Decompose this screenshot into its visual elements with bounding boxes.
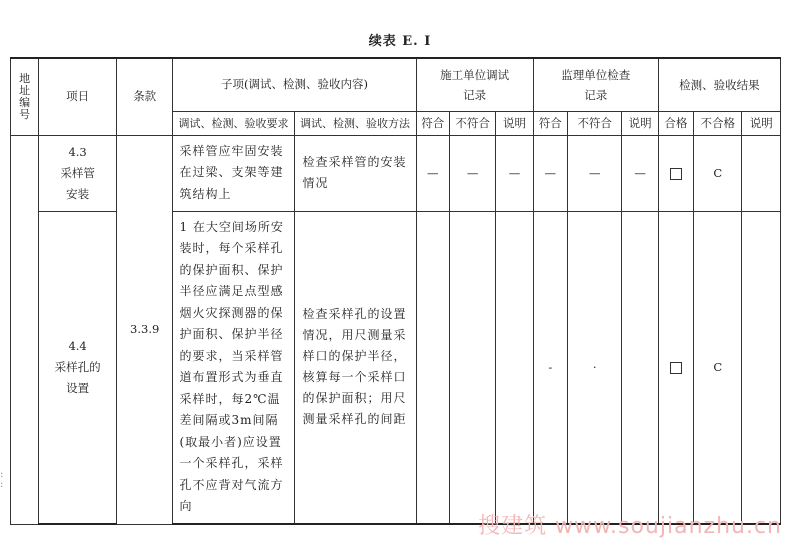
fail-cell: C — [694, 211, 742, 524]
header-sub-col: 说明 — [622, 111, 658, 135]
header-sub-col: 合格 — [658, 111, 693, 135]
header-sub-col: 不符合 — [449, 111, 495, 135]
header-inspection-result: 检测、验收结果 — [658, 58, 780, 111]
inspection-table — [10, 57, 781, 525]
record-cell — [622, 211, 658, 524]
header-supervision-record: 监理单位检查记录 — [533, 58, 658, 111]
method-cell: 检查采样孔的设置情况，用尺测量采样口的保护半径，核算每一个采样口的保护面积；用尺测量采样孔的间距 — [294, 211, 416, 524]
record-cell: — — [449, 135, 495, 211]
record-cell: - — [533, 211, 567, 524]
header-sub-col: 不符合 — [567, 111, 621, 135]
header-requirement: 调试、检测、验收要求 — [173, 111, 294, 135]
header-subitem: 子项(调试、检测、验收内容) — [173, 58, 416, 111]
header-sub-col: 说明 — [496, 111, 533, 135]
method-cell: 检查采样管的安装情况 — [294, 135, 416, 211]
pass-checkbox-cell — [658, 135, 693, 211]
item-cell: 4.3 采样管 安装 — [39, 135, 117, 211]
note-cell — [742, 135, 781, 211]
record-cell: — — [496, 135, 533, 211]
record-cell: — — [533, 135, 567, 211]
record-cell: — — [567, 135, 621, 211]
header-sub-col: 说明 — [742, 111, 781, 135]
header-address-code: 地址编号 — [11, 58, 39, 135]
address-code-cell — [11, 135, 39, 524]
note-cell — [742, 211, 781, 524]
watermark: 搜建筑 www.soujianzhu.cn — [478, 514, 782, 539]
requirement-cell: 采样管应牢固安装在过梁、支架等建筑结构上 — [173, 135, 294, 211]
header-item: 项日 — [39, 58, 117, 135]
header-sub-col: 不合格 — [694, 111, 742, 135]
record-cell — [496, 211, 533, 524]
record-cell: — — [622, 135, 658, 211]
record-cell — [449, 211, 495, 524]
item-cell: 4.4 采样孔的 设置 — [39, 211, 117, 524]
header-clause: 条款 — [116, 58, 173, 135]
requirement-cell: 1 在大空间场所安装时，每个采样孔的保护面积、保护半径应满足点型感烟火灾探测器的保护面积、保护半径的要求，当采样管道布置形式为垂直采样时，每2℃温差间隔或3m间隔(取最小者)应设置一个采样孔，采样孔不应背对气流方向 — [173, 211, 294, 524]
pass-checkbox-cell — [658, 211, 693, 524]
record-cell: · — [567, 211, 621, 524]
header-construction-record: 施工单位调试记录 — [416, 58, 533, 111]
clause-cell: 3.3.9 — [116, 135, 173, 524]
record-cell — [416, 211, 449, 524]
header-sub-col: 符合 — [416, 111, 449, 135]
checkbox — [670, 362, 682, 374]
fail-cell: C — [694, 135, 742, 211]
record-cell: — — [416, 135, 449, 211]
table-title: 续表 E. I — [368, 34, 432, 49]
header-method: 调试、检测、验收方法 — [294, 111, 416, 135]
header-sub-col: 符合 — [533, 111, 567, 135]
page-edge-mark: : : — [0, 469, 4, 490]
checkbox — [670, 168, 682, 180]
